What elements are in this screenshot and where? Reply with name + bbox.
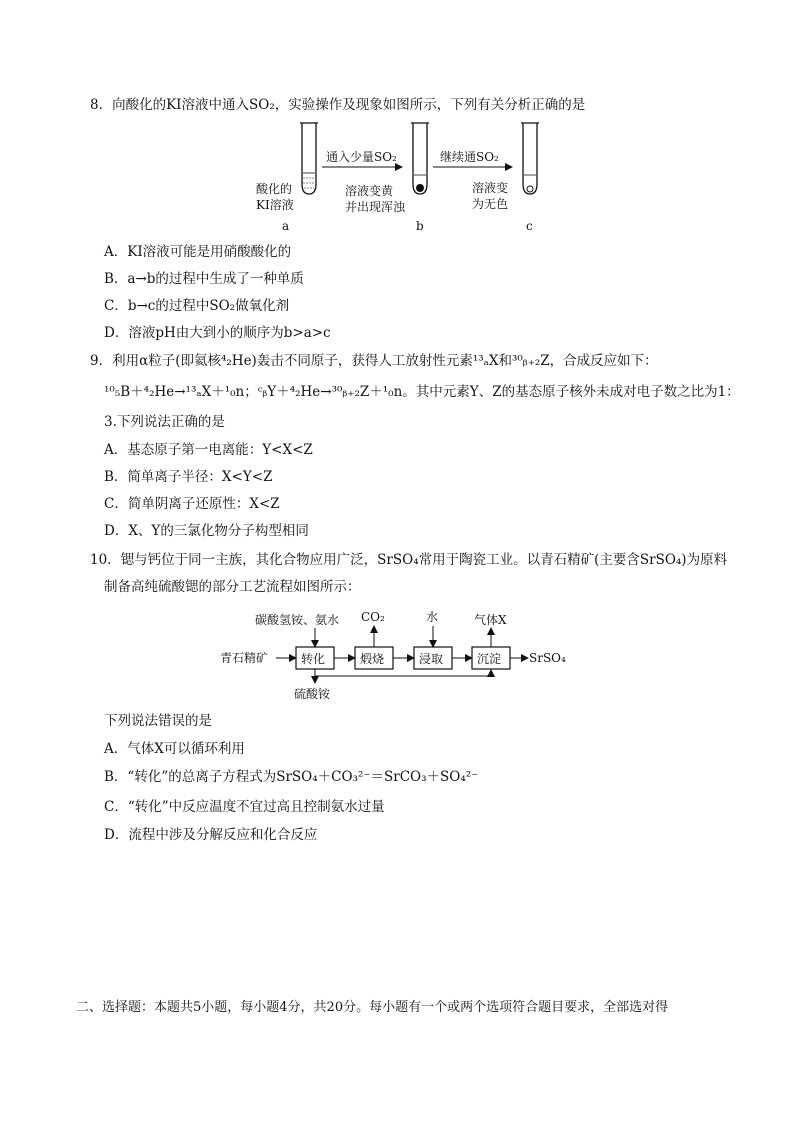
q10-option-a: A．气体X可以循环利用 <box>104 741 245 757</box>
q9-option-a: A．基态原子第一电离能：Y<X<Z <box>104 442 313 458</box>
arrow-1-label: 通入少量SO₂ <box>326 150 397 164</box>
q9-option-d: D．X、Y的三氯化物分子构型相同 <box>104 523 309 539</box>
gas-x-label: 气体X <box>474 613 507 627</box>
q10-stem-2: 制备高纯硫酸锶的部分工艺流程如图所示： <box>104 579 361 595</box>
q10-process-flowchart <box>218 604 578 704</box>
water-label: 水 <box>426 610 439 624</box>
box-leaching-label: 浸取 <box>419 652 444 666</box>
tube-c-label-2: 为无色 <box>472 197 509 211</box>
q10-stem-1: 10．锶与钙位于同一主族，其化合物应用广泛，SrSO₄常用于陶瓷工业。以青石精矿(主要含SrSO₄)为原料 <box>90 552 728 568</box>
q10-option-d: D．流程中涉及分解反应和化合反应 <box>104 827 318 843</box>
q8-option-b: B．a→b的过程中生成了一种单质 <box>104 271 304 287</box>
q10-prompt: 下列说法错误的是 <box>104 713 212 729</box>
reagent-label: 碳酸氢铵、氨水 <box>255 613 340 627</box>
q9-option-c: C．简单阴离子还原性：X<Z <box>104 496 280 512</box>
box-conversion-label: 转化 <box>301 652 326 666</box>
co2-label: CO₂ <box>361 610 385 624</box>
q8-test-tube-figure <box>250 118 560 236</box>
tube-c-letter: c <box>526 219 533 233</box>
tube-b-label-2: 并出现浑浊 <box>345 200 406 214</box>
tube-a-label-2: KI溶液 <box>256 198 294 212</box>
q8-option-d: D．溶液pH由大到小的顺序为b>a>c <box>104 325 331 341</box>
tube-a-letter: a <box>282 219 290 233</box>
q9-equation-cont: 3.下列说法正确的是 <box>104 414 225 430</box>
section-2-heading: 二、选择题：本题共5小题，每小题4分，共20分。每小题有一个或两个选项符合题目要求，全部选对得 <box>76 1000 669 1015</box>
q9-stem: 9．利用α粒子(即氦核⁴₂He)轰击不同原子，获得人工放射性元素¹³ₐX和³⁰ᵦ₊₂Z，合成反应如下： <box>90 353 658 369</box>
arrow-2-label: 继续通SO₂ <box>440 150 499 164</box>
tube-b <box>411 123 429 194</box>
q9-option-b: B．简单离子半径：X<Y<Z <box>104 469 273 485</box>
q8-stem: 8．向酸化的KI溶液中通入SO₂，实验操作及现象如图所示，下列有关分析正确的是 <box>90 97 586 113</box>
q8-option-a: A．KI溶液可能是用硝酸酸化的 <box>104 244 292 260</box>
tube-c <box>521 123 539 194</box>
tube-b-label-1: 溶液变黄 <box>345 184 394 198</box>
product-label: SrSO₄ <box>529 651 566 665</box>
box-precipitation-label: 沉淀 <box>477 652 502 666</box>
box-calcination-label: 煅烧 <box>360 652 385 666</box>
q10-option-c: C．“转化”中反应温度不宜过高且控制氨水过量 <box>104 799 385 815</box>
byproduct-label: 硫酸铵 <box>294 687 331 701</box>
raw-material-label: 青石精矿 <box>220 651 269 665</box>
tube-a-label-1: 酸化的 <box>256 182 293 196</box>
tube-b-letter: b <box>416 219 424 233</box>
tube-a <box>300 123 318 194</box>
q9-equation: ¹⁰₅B＋⁴₂He→¹³ₐX＋¹₀n；ᶜᵦY＋⁴₂He→³⁰ᵦ₊₂Z＋¹₀n。其中元素Y、Z的基态原子核外未成对电子数之比为1： <box>104 384 740 400</box>
tube-c-label-1: 溶液变 <box>472 181 509 195</box>
q10-option-b: B．“转化”的总离子方程式为SrSO₄＋CO₃²⁻＝SrCO₃＋SO₄²⁻ <box>104 769 479 785</box>
q8-option-c: C．b→c的过程中SO₂做氧化剂 <box>104 298 290 314</box>
